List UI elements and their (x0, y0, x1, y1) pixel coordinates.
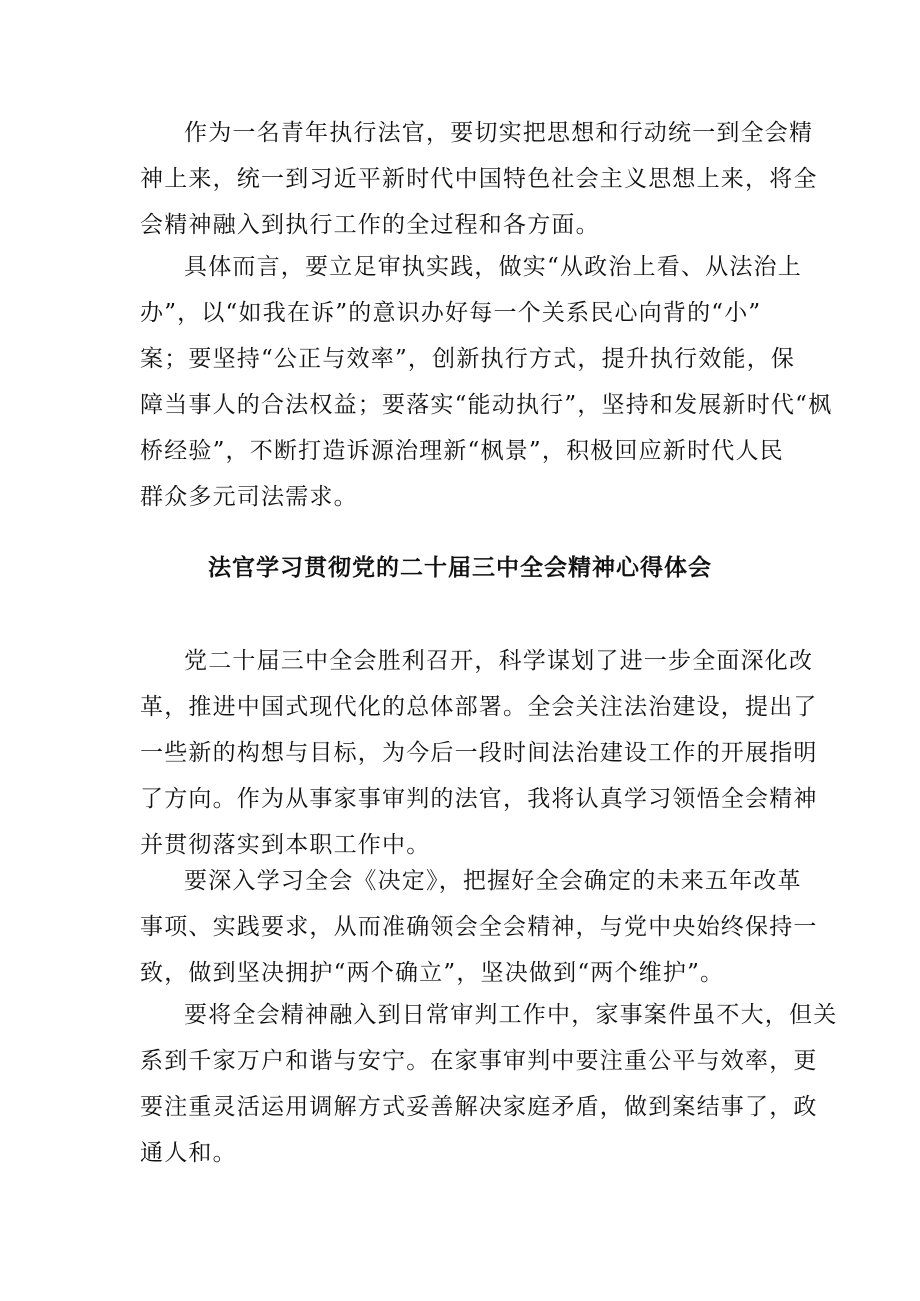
paragraph-line: 革，推进中国式现代化的总体部署。全会关注法治建设，提出了 (140, 694, 818, 720)
paragraph-line: 案；要坚持“公正与效率”，创新执行方式，提升执行效能，保 (140, 346, 796, 372)
paragraph-line: 致，做到坚决拥护“两个确立”，坚决做到“两个维护”。 (140, 960, 725, 986)
paragraph-line: 要注重灵活运用调解方式妥善解决家庭矛盾，做到案结事了，政 (140, 1094, 818, 1120)
paragraph-line: 障当事人的合法权益；要落实“能动执行”，坚持和发展新时代“枫 (140, 392, 833, 418)
paragraph-line: 通人和。 (140, 1140, 237, 1166)
paragraph-line: 党二十届三中全会胜利召开，科学谋划了进一步全面深化改 (184, 648, 814, 674)
paragraph-line: 要将全会精神融入到日常审判工作中，家事案件虽不大，但关 (184, 1002, 838, 1028)
article-paragraph-2 (140, 858, 818, 996)
article-title: 法官学习贯彻党的二十届三中全会精神心得体会 (208, 555, 712, 581)
paragraph-line: 办”，以“如我在诉”的意识办好每一个关系民心向背的“小” (140, 300, 762, 326)
paragraph-line: 作为一名青年执行法官，要切实把思想和行动统一到全会精 (184, 120, 814, 146)
paragraph-line: 群众多元司法需求。 (140, 484, 358, 510)
paragraph-line: 要深入学习全会《决定》，把握好全会确定的未来五年改革 (184, 868, 802, 894)
paragraph-line: 事项、实践要求，从而准确领会全会精神，与党中央始终保持一 (140, 914, 818, 940)
paragraph-line: 具体而言，要立足审执实践，做实“从政治上看、从法治上 (184, 254, 802, 280)
paragraph-line: 系到千家万户和谐与安宁。在家事审判中要注重公平与效率，更 (140, 1048, 818, 1074)
article-paragraph-1 (140, 638, 818, 868)
article-paragraph-3 (140, 992, 838, 1176)
section1-paragraph-2 (140, 244, 833, 520)
paragraph-line: 并贯彻落实到本职工作中。 (140, 832, 431, 858)
paragraph-line: 一些新的构想与目标，为今后一段时间法治建设工作的开展指明 (140, 740, 818, 766)
paragraph-line: 了方向。作为从事家事审判的法官，我将认真学习领悟全会精神 (140, 786, 818, 812)
paragraph-line: 桥经验”，不断打造诉源治理新“枫景”，积极回应新时代人民 (140, 438, 784, 464)
section1-paragraph-1 (140, 110, 818, 248)
paragraph-line: 神上来，统一到习近平新时代中国特色社会主义思想上来，将全 (140, 166, 818, 192)
paragraph-line: 会精神融入到执行工作的全过程和各方面。 (140, 212, 600, 238)
